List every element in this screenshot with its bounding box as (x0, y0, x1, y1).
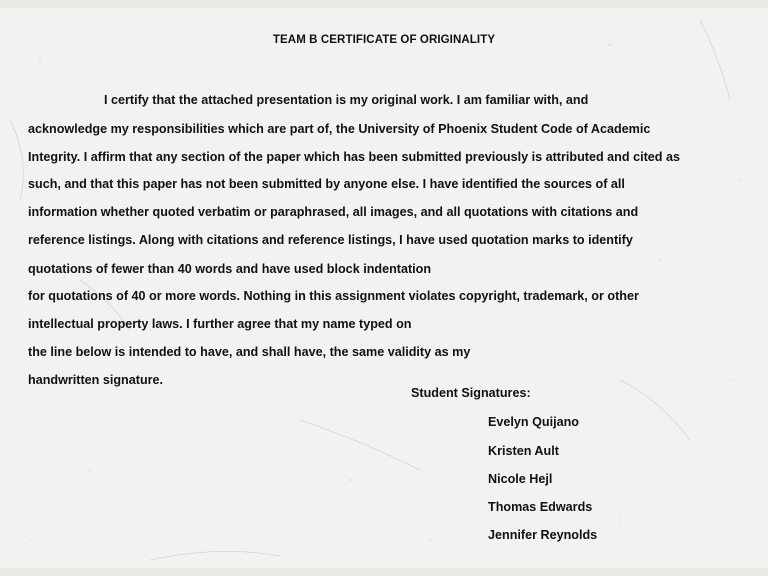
body-line-11: handwritten signature. (28, 373, 164, 387)
body-line-3: Integrity. I affirm that any section of the paper which has been submitted previously is attributed and cited as (28, 150, 680, 164)
body-line-10: the line below is intended to have, and shall have, the same validity as my (28, 345, 471, 359)
body-line-7: quotations of fewer than 40 words and have used block indentation (28, 262, 432, 276)
signature-name: Evelyn Quijano (488, 415, 579, 429)
body-line-8: for quotations of 40 or more words. Nothing in this assignment violates copyright, trademark, or other (28, 289, 639, 303)
body-line-4: such, and that this paper has not been submitted by anyone else. I have identified the sources of all (28, 177, 625, 191)
body-line-5: information whether quoted verbatim or paraphrased, all images, and all quotations with citations and (28, 205, 639, 219)
body-line-9: intellectual property laws. I further agree that my name typed on (28, 317, 412, 331)
body-line-2: acknowledge my responsibilities which are part of, the University of Phoenix Student Code of Academic (28, 122, 651, 136)
signature-name: Nicole Hejl (488, 472, 553, 486)
signature-name: Jennifer Reynolds (488, 528, 598, 542)
body-line-1: I certify that the attached presentation is my original work. I am familiar with, and (104, 93, 589, 107)
signature-name: Thomas Edwards (488, 500, 593, 514)
signatures-heading: Student Signatures: (411, 386, 531, 400)
body-line-6: reference listings. Along with citations and reference listings, I have used quotation marks to identify (28, 233, 633, 247)
signature-name: Kristen Ault (488, 444, 559, 458)
certificate-title: TEAM B CERTIFICATE OF ORIGINALITY (272, 34, 496, 46)
